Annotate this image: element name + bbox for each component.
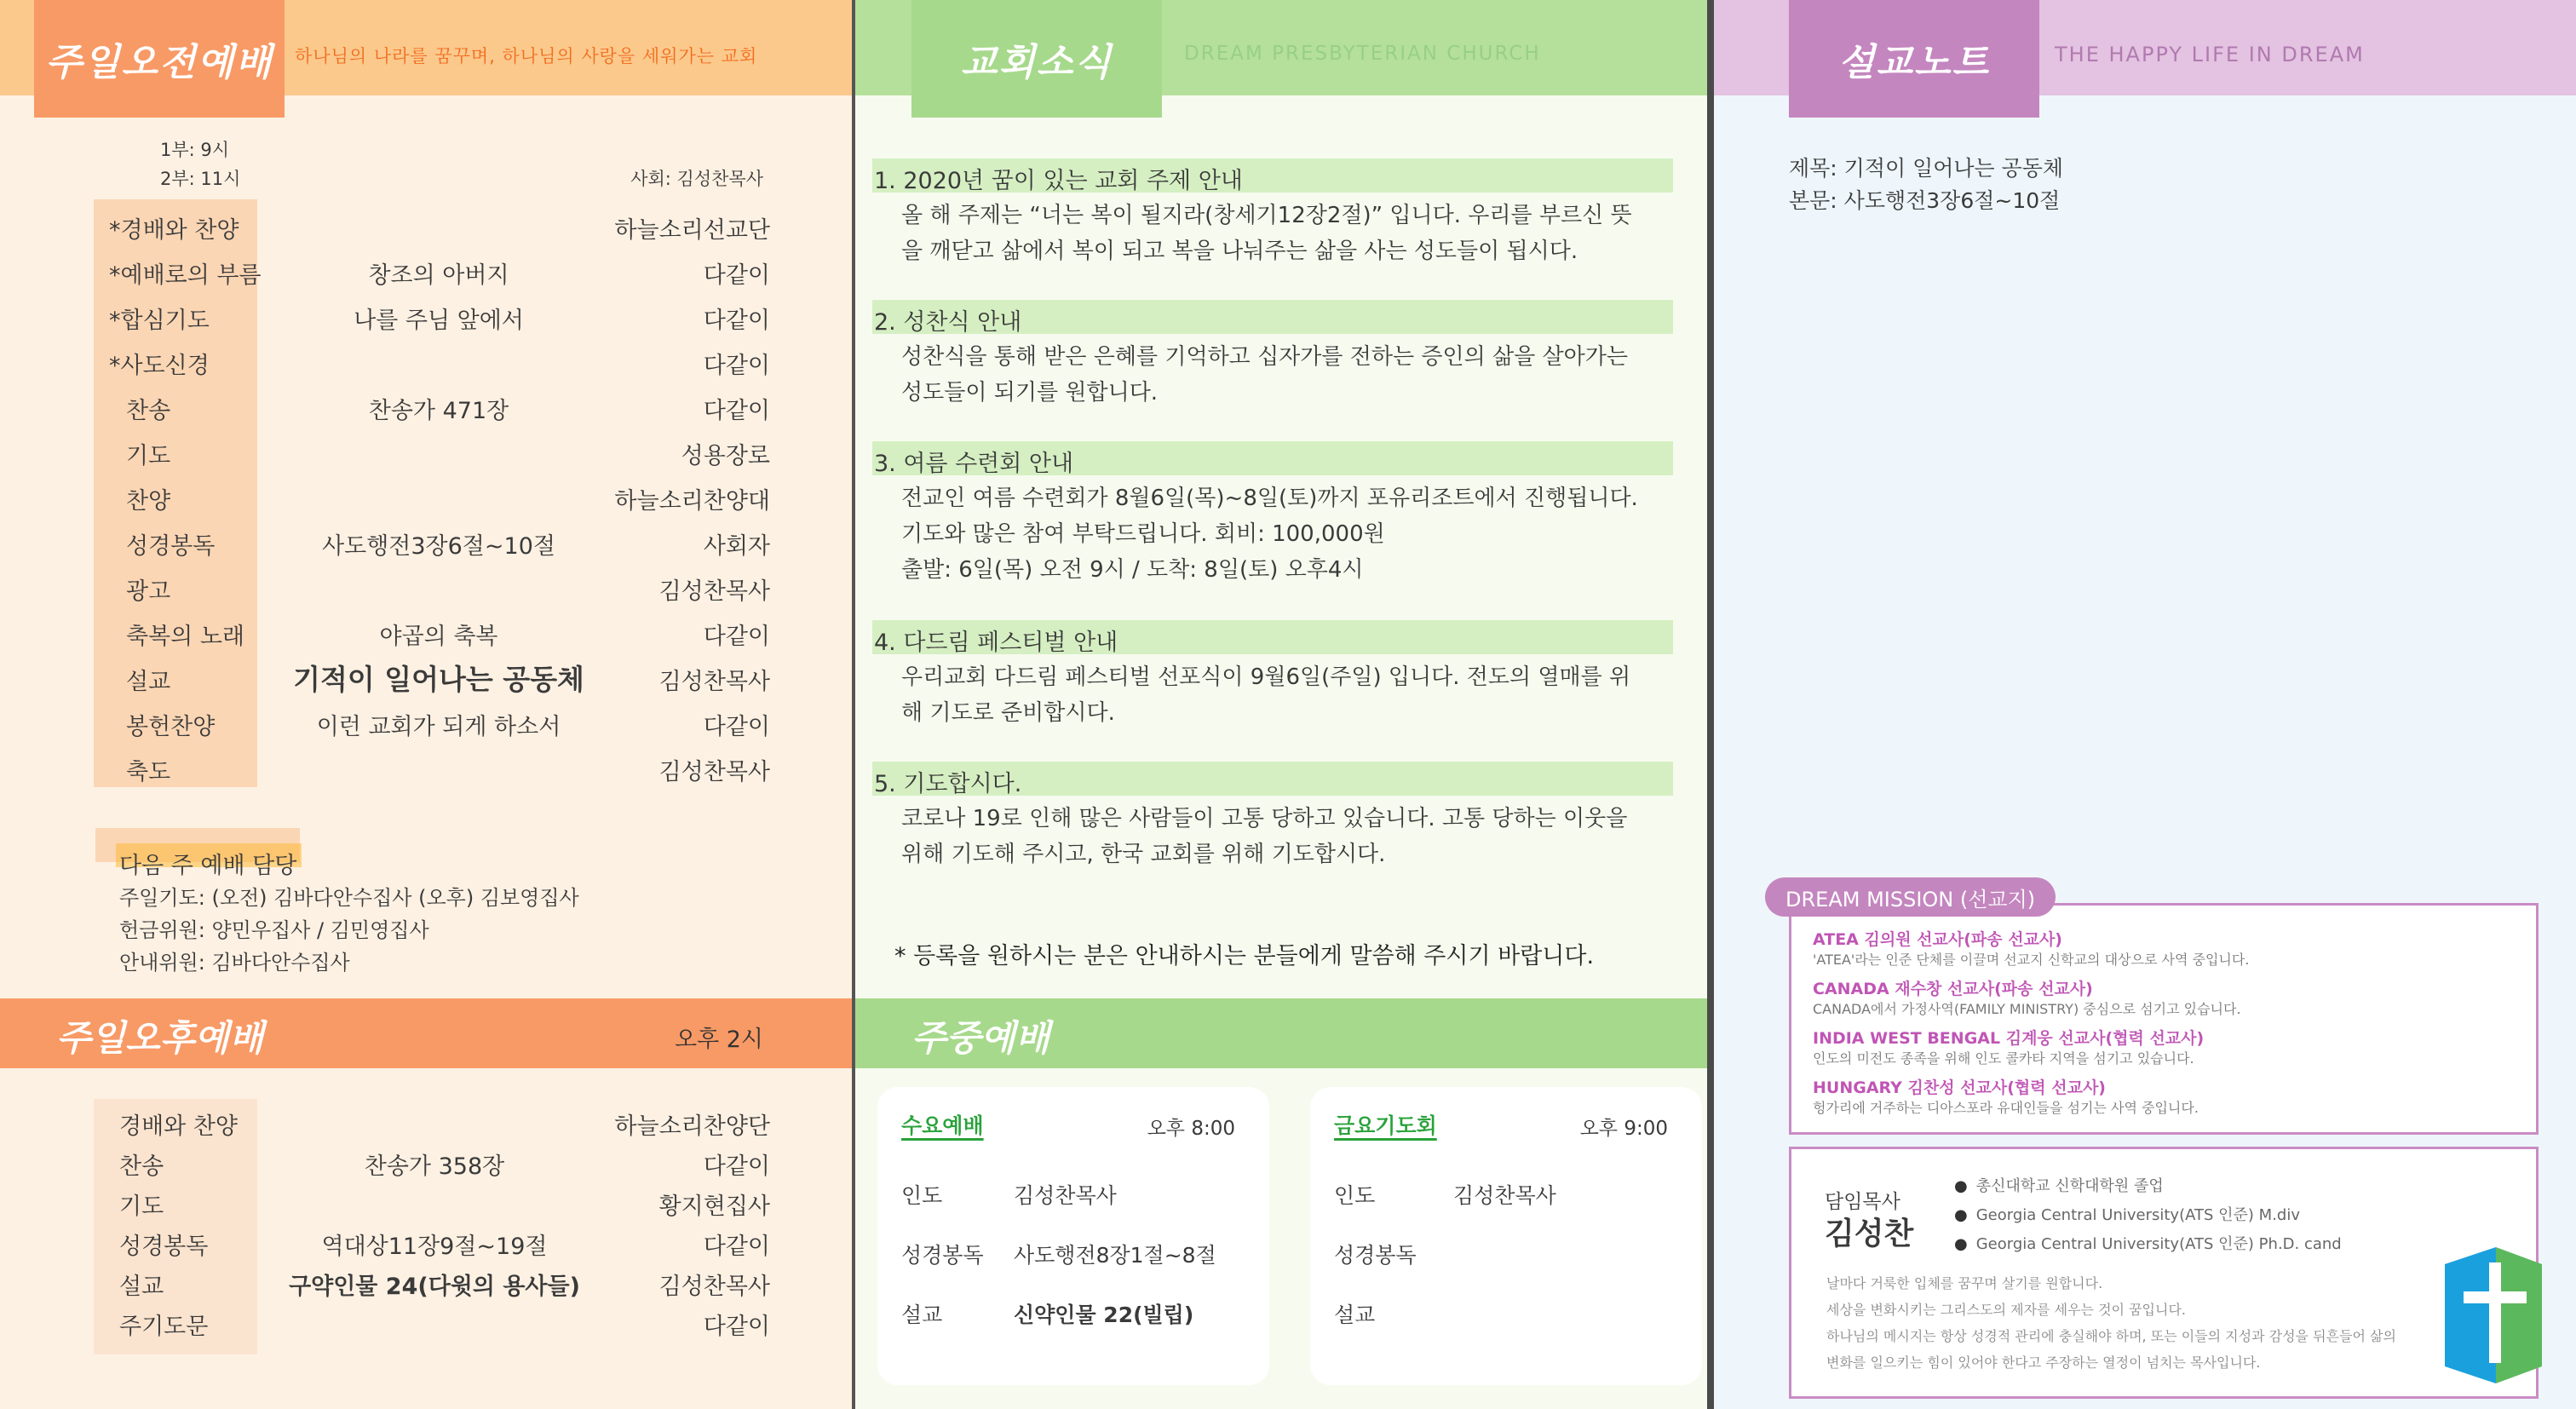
news-title: 2. 성찬식 안내	[874, 309, 1022, 336]
news-title: 교회소식	[911, 0, 1162, 118]
order-item: 봉헌찬양	[126, 714, 216, 740]
credential-item: ● Georgia Central University(ATS 인준) Ph.D. cand	[1954, 1232, 2342, 1254]
sermon-notes-panel	[1714, 0, 2576, 1409]
order-item: 성경봉독	[126, 533, 216, 560]
weekday-card	[1310, 1087, 1702, 1385]
order-leader: 다같이	[703, 398, 770, 424]
order-content: 나를 주님 앞에서	[354, 308, 524, 334]
mission-desc: CANADA에서 가정사역(FAMILY MINISTRY) 중심으로 섬기고 있습니다.	[1813, 1001, 2241, 1017]
afternoon-service-title: 주일오후예배	[56, 1017, 264, 1059]
news-line: 을 깨닫고 삶에서 복이 되고 복을 나눠주는 삶을 사는 성도들이 됩시다.	[901, 239, 1578, 264]
next-week-line: 주일기도: (오전) 김바다안수집사 (오후) 김보영집사	[119, 886, 579, 910]
next-week-line: 헌금위원: 양민우집사 / 김민영집사	[119, 918, 429, 942]
order-leader: 김성찬목사	[658, 759, 770, 785]
pastor-role: 담임목사	[1825, 1191, 1900, 1213]
news-line: 해 기도로 준비합시다.	[901, 700, 1115, 726]
pm-order-leader: 하늘소리찬양단	[614, 1113, 770, 1140]
order-item: *사도신경	[109, 353, 210, 379]
order-item: *경배와 찬양	[109, 217, 239, 244]
news-title: 4. 다드림 페스티벌 안내	[874, 630, 1118, 656]
news-title: 5. 기도합시다.	[874, 771, 1022, 797]
order-content: 창조의 아버지	[368, 262, 509, 289]
mission-tag: DREAM MISSION (선교지)	[1765, 877, 2056, 917]
news-line: 위해 기도해 주시고, 한국 교회를 위해 기도합시다.	[901, 842, 1386, 867]
card-row-label: 설교	[901, 1303, 943, 1327]
mission-desc: 인도의 미전도 종족을 위해 인도 콜카타 지역을 섬기고 있습니다.	[1813, 1050, 2194, 1067]
order-content: 찬송가 471장	[368, 398, 509, 424]
mission-desc: 'ATEA'라는 인준 단체를 이끌며 선교지 신학교의 대상으로 사역 중입니다.	[1813, 952, 2250, 968]
sermon-text: 본문: 사도행전3장6절~10절	[1789, 188, 2061, 213]
order-content: 야곱의 축복	[379, 624, 498, 650]
next-week-title: 다음 주 예배 담당	[119, 853, 297, 879]
news-line: 전교인 여름 수련회가 8월6일(목)~8일(토)까지 포유리조트에서 진행됩니다.	[901, 486, 1638, 511]
order-leader: 하늘소리선교단	[614, 217, 770, 244]
pm-order-item: 성경봉독	[119, 1234, 209, 1260]
service-time-2: 2부: 11시	[160, 169, 241, 189]
order-content: 사도행전3장6절~10절	[322, 533, 555, 560]
presider: 사회: 김성찬목사	[630, 169, 763, 189]
pm-order-leader: 다같이	[703, 1153, 770, 1180]
mission-name: HUNGARY 김찬성 선교사(협력 선교사)	[1813, 1078, 2106, 1097]
order-item: *예배로의 부름	[109, 262, 262, 289]
order-item: 기도	[126, 443, 171, 469]
bio-line: 세상을 변화시키는 그리스도의 제자를 세우는 것이 꿈입니다.	[1826, 1302, 2187, 1318]
order-content: 이런 교회가 되게 하소서	[316, 714, 561, 740]
news-line: 성찬식을 통해 받은 은혜를 기억하고 십자가를 전하는 증인의 삶을 살아가는	[901, 344, 1628, 370]
mission-name: INDIA WEST BENGAL 김계웅 선교사(협력 선교사)	[1813, 1029, 2205, 1048]
card-row-label: 인도	[1334, 1183, 1376, 1208]
card-row-label: 성경봉독	[901, 1243, 984, 1268]
mission-name: CANADA 재수창 선교사(파송 선교사)	[1813, 980, 2093, 998]
column-divider	[1707, 0, 1714, 1409]
pm-order-leader: 김성찬목사	[658, 1274, 770, 1300]
morning-header-subtitle: 하나님의 나라를 꿈꾸며, 하나님의 사랑을 세워가는 교회	[295, 46, 758, 66]
pm-order-item: 찬송	[119, 1153, 164, 1180]
card-title: 금요기도회	[1334, 1113, 1437, 1138]
card-row-value: 신약인물 22(빌립)	[1014, 1303, 1194, 1327]
mission-desc: 헝가리에 거주하는 디아스포라 유대인들을 섬기는 사역 중입니다.	[1813, 1100, 2199, 1116]
news-title: 3. 여름 수련회 안내	[874, 451, 1074, 477]
order-leader: 다같이	[703, 624, 770, 650]
order-item: *합심기도	[109, 308, 210, 334]
order-leader: 다같이	[703, 262, 770, 289]
pm-order-item: 경배와 찬양	[119, 1113, 238, 1140]
order-leader: 다같이	[703, 714, 770, 740]
pm-order-content: 구약인물 24(다윗의 용사들)	[289, 1274, 580, 1300]
afternoon-service-time: 오후 2시	[674, 1027, 763, 1053]
pm-order-content: 찬송가 358장	[364, 1153, 505, 1180]
news-title: 1. 2020년 꿈이 있는 교회 주제 안내	[874, 168, 1243, 194]
pm-order-item: 설교	[119, 1274, 164, 1300]
pastor-name: 김성찬	[1825, 1216, 1914, 1251]
card-time: 오후 8:00	[1147, 1118, 1235, 1140]
news-line: 올 해 주제는 “너는 복이 될지라(창세기12장2절)” 입니다. 우리를 부르신 뜻	[901, 203, 1632, 228]
bio-line: 날마다 거룩한 입체를 꿈꾸며 살기를 원합니다.	[1826, 1275, 2103, 1291]
service-time-1: 1부: 9시	[160, 140, 230, 160]
card-row-value: 김성찬목사	[1453, 1183, 1556, 1208]
register-note: * 등록을 원하시는 분은 안내하시는 분들에게 말씀해 주시기 바랍니다.	[894, 943, 1595, 969]
news-line: 성도들이 되기를 원합니다.	[901, 380, 1159, 405]
order-item: 설교	[126, 669, 171, 695]
order-item: 축복의 노래	[126, 624, 244, 650]
order-leader: 성용장로	[681, 443, 770, 469]
credential-item: ● Georgia Central University(ATS 인준) M.div	[1954, 1203, 2300, 1225]
notes-title: 설교노트	[1789, 0, 2039, 118]
order-leader: 하늘소리찬양대	[614, 488, 770, 515]
pm-order-leader: 다같이	[703, 1234, 770, 1260]
order-item: 찬양	[126, 488, 171, 515]
card-row-label: 인도	[901, 1183, 943, 1208]
news-line: 출발: 6일(목) 오전 9시 / 도착: 8일(토) 오후4시	[901, 557, 1364, 583]
morning-service-title: 주일오전예배	[34, 0, 285, 118]
sermon-title: 제목: 기적이 일어나는 공동체	[1789, 156, 2064, 181]
order-leader: 사회자	[703, 533, 770, 560]
pm-order-leader: 다같이	[703, 1314, 770, 1340]
news-line: 우리교회 다드림 페스티벌 선포식이 9월6일(주일) 입니다. 전도의 열매를 위	[901, 664, 1631, 690]
notes-subtitle: THE HAPPY LIFE IN DREAM	[2055, 43, 2365, 66]
news-line: 코로나 19로 인해 많은 사람들이 고통 당하고 있습니다. 고통 당하는 이웃을	[901, 806, 1628, 831]
card-row-value: 김성찬목사	[1014, 1183, 1117, 1208]
order-leader: 김성찬목사	[658, 669, 770, 695]
news-subtitle: DREAM PRESBYTERIAN CHURCH	[1184, 43, 1541, 65]
bio-line: 하나님의 메시지는 항상 성경적 관리에 충실해야 하며, 또는 이들의 지성과 감성을 뒤흔들어 삶의	[1826, 1328, 2396, 1344]
mission-name: ATEA 김의원 선교사(파송 선교사)	[1813, 930, 2062, 949]
weekday-service-title: 주중예배	[911, 1017, 1050, 1059]
order-leader: 다같이	[703, 353, 770, 379]
news-line: 기도와 많은 참여 부탁드립니다. 회비: 100,000원	[901, 521, 1385, 547]
pm-order-item: 기도	[119, 1193, 164, 1220]
morning-service-panel	[0, 0, 852, 1409]
credential-item: ● 총신대학교 신학대학원 졸업	[1954, 1174, 2164, 1196]
church-news-panel	[855, 0, 1707, 1409]
card-row-label: 성경봉독	[1334, 1243, 1417, 1268]
order-item: 찬송	[126, 398, 171, 424]
order-leader: 김성찬목사	[658, 578, 770, 605]
weekday-card	[877, 1087, 1269, 1385]
pm-order-content: 역대상11장9절~19절	[321, 1234, 548, 1260]
card-time: 오후 9:00	[1579, 1118, 1668, 1140]
order-item: 광고	[126, 578, 171, 605]
order-item: 축도	[126, 759, 171, 785]
pm-order-leader: 황지현집사	[658, 1193, 770, 1220]
order-content: 기적이 일어나는 공동체	[293, 663, 584, 696]
pm-order-item: 주기도문	[119, 1314, 209, 1340]
next-week-line: 안내위원: 김바다안수집사	[119, 951, 350, 975]
card-row-value: 사도행전8장1절~8절	[1014, 1243, 1216, 1268]
card-title: 수요예배	[901, 1113, 984, 1138]
bio-line: 변화를 일으키는 힘이 있어야 한다고 주장하는 열정이 넘치는 목사입니다.	[1826, 1354, 2261, 1371]
church-cross-logo	[2445, 1247, 2542, 1383]
order-leader: 다같이	[703, 308, 770, 334]
card-row-label: 설교	[1334, 1303, 1376, 1327]
